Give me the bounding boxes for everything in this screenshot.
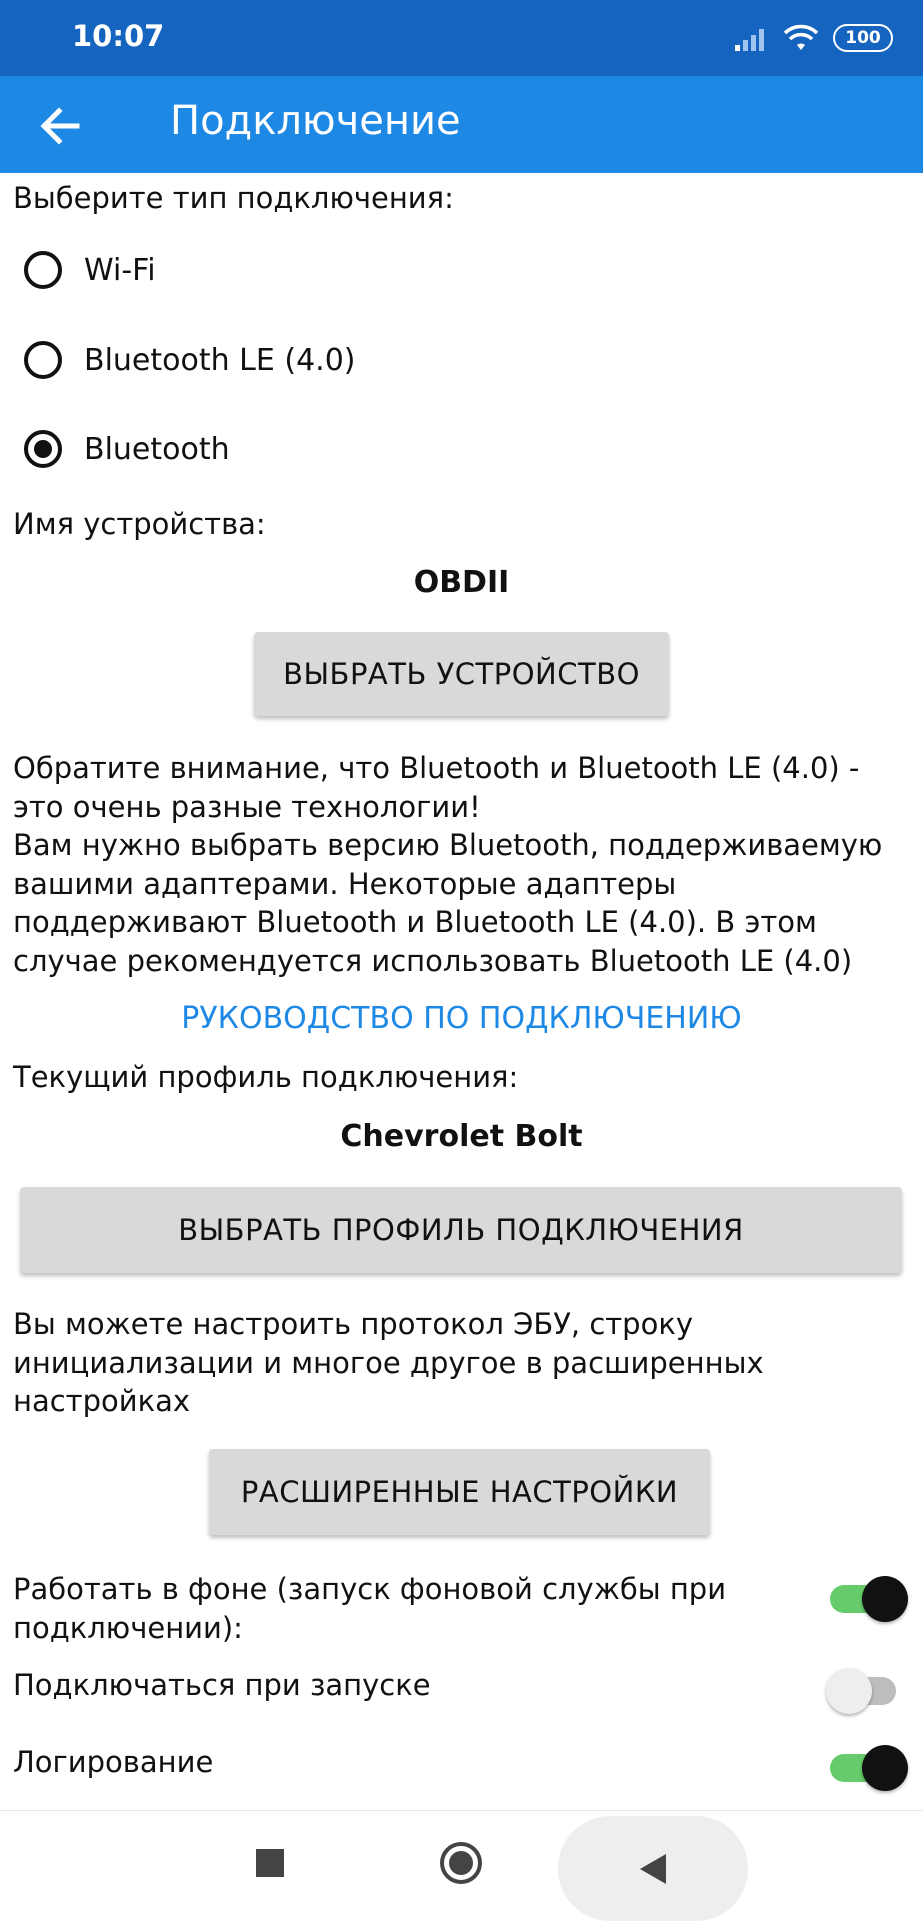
radio-bluetooth[interactable] — [24, 419, 230, 479]
system-nav-bar — [0, 1810, 923, 1921]
device-name-value: OBDII — [413, 565, 510, 600]
bluetooth-notice — [13, 749, 913, 980]
switch-thumb — [862, 1576, 908, 1622]
battery-icon — [833, 24, 893, 52]
switch-thumb — [862, 1745, 908, 1791]
status-time: 10:07 — [72, 19, 165, 53]
radio-button[interactable] — [24, 251, 62, 289]
toggle-row-autoconnect — [13, 1666, 910, 1705]
radio-wifi[interactable] — [24, 240, 156, 300]
radio-label-bluetooth: Bluetooth — [84, 431, 230, 467]
advanced-settings-text: Вы можете настроить протокол ЭБУ, строку инициализации и многое другое в расширенных настройках — [13, 1307, 764, 1418]
recents-square-icon — [255, 1848, 285, 1878]
nav-back-button[interactable] — [558, 1816, 748, 1921]
toggle-label-background: Работать в фоне (запуск фоновой службы при подключении): — [13, 1572, 727, 1645]
home-circle-icon — [438, 1840, 484, 1886]
radio-label-wifi: Wi-Fi — [84, 252, 156, 288]
advanced-settings-button[interactable] — [209, 1449, 710, 1535]
connect-on-start-switch[interactable] — [830, 1666, 910, 1716]
device-name-label: Имя устройства: — [13, 507, 266, 541]
advanced-settings-button-label: РАСШИРЕННЫЕ НАСТРОЙКИ — [240, 1475, 679, 1509]
logging-switch[interactable] — [830, 1743, 910, 1793]
page-title: Подключение — [170, 98, 461, 144]
select-profile-button-label: ВЫБРАТЬ ПРОФИЛЬ ПОДКЛЮЧЕНИЯ — [178, 1213, 744, 1247]
toggle-row-logging — [13, 1743, 910, 1782]
current-profile-value: Chevrolet Bolt — [340, 1119, 583, 1154]
radio-button-selected[interactable] — [24, 430, 62, 468]
status-icons — [735, 22, 893, 54]
select-device-button[interactable] — [254, 632, 669, 716]
toggle-label-logging: Логирование — [13, 1745, 214, 1779]
current-profile-label: Текущий профиль подключения: — [13, 1060, 519, 1094]
radio-button[interactable] — [24, 341, 62, 379]
select-device-button-label: ВЫБРАТЬ УСТРОЙСТВО — [283, 657, 640, 691]
back-button[interactable] — [32, 98, 88, 154]
switch-thumb — [826, 1668, 872, 1714]
connection-type-label: Выберите тип подключения: — [13, 181, 454, 215]
battery-level: 100 — [845, 28, 881, 48]
back-triangle-icon — [638, 1852, 668, 1886]
radio-bluetooth-le[interactable] — [24, 330, 356, 390]
select-profile-button[interactable] — [20, 1187, 902, 1273]
signal-icon — [735, 25, 769, 51]
app-bar — [0, 76, 923, 173]
toggle-row-background — [13, 1570, 910, 1648]
notice-line-2: Вам нужно выбрать версию Bluetooth, поддерживаемую вашими адаптерами. Некоторые адаптеры поддерживают Bluetooth и Bluetooth LE (4.0). В этом случае рекомендуется использовать Bluetooth LE (4.0) — [13, 828, 883, 978]
status-bar — [0, 0, 923, 76]
home-button[interactable] — [431, 1833, 491, 1893]
recents-button[interactable] — [240, 1833, 300, 1893]
connection-guide-link[interactable]: РУКОВОДСТВО ПО ПОДКЛЮЧЕНИЮ — [181, 1001, 742, 1036]
arrow-left-icon — [39, 105, 81, 147]
toggle-label-autoconnect: Подключаться при запуске — [13, 1668, 431, 1702]
radio-label-bluetooth-le: Bluetooth LE (4.0) — [84, 342, 356, 378]
background-service-switch[interactable] — [830, 1574, 910, 1624]
wifi-icon — [783, 24, 819, 52]
notice-line-1: Обратите внимание, что Bluetooth и Bluetooth LE (4.0) - это очень разные технологии! — [13, 751, 860, 824]
